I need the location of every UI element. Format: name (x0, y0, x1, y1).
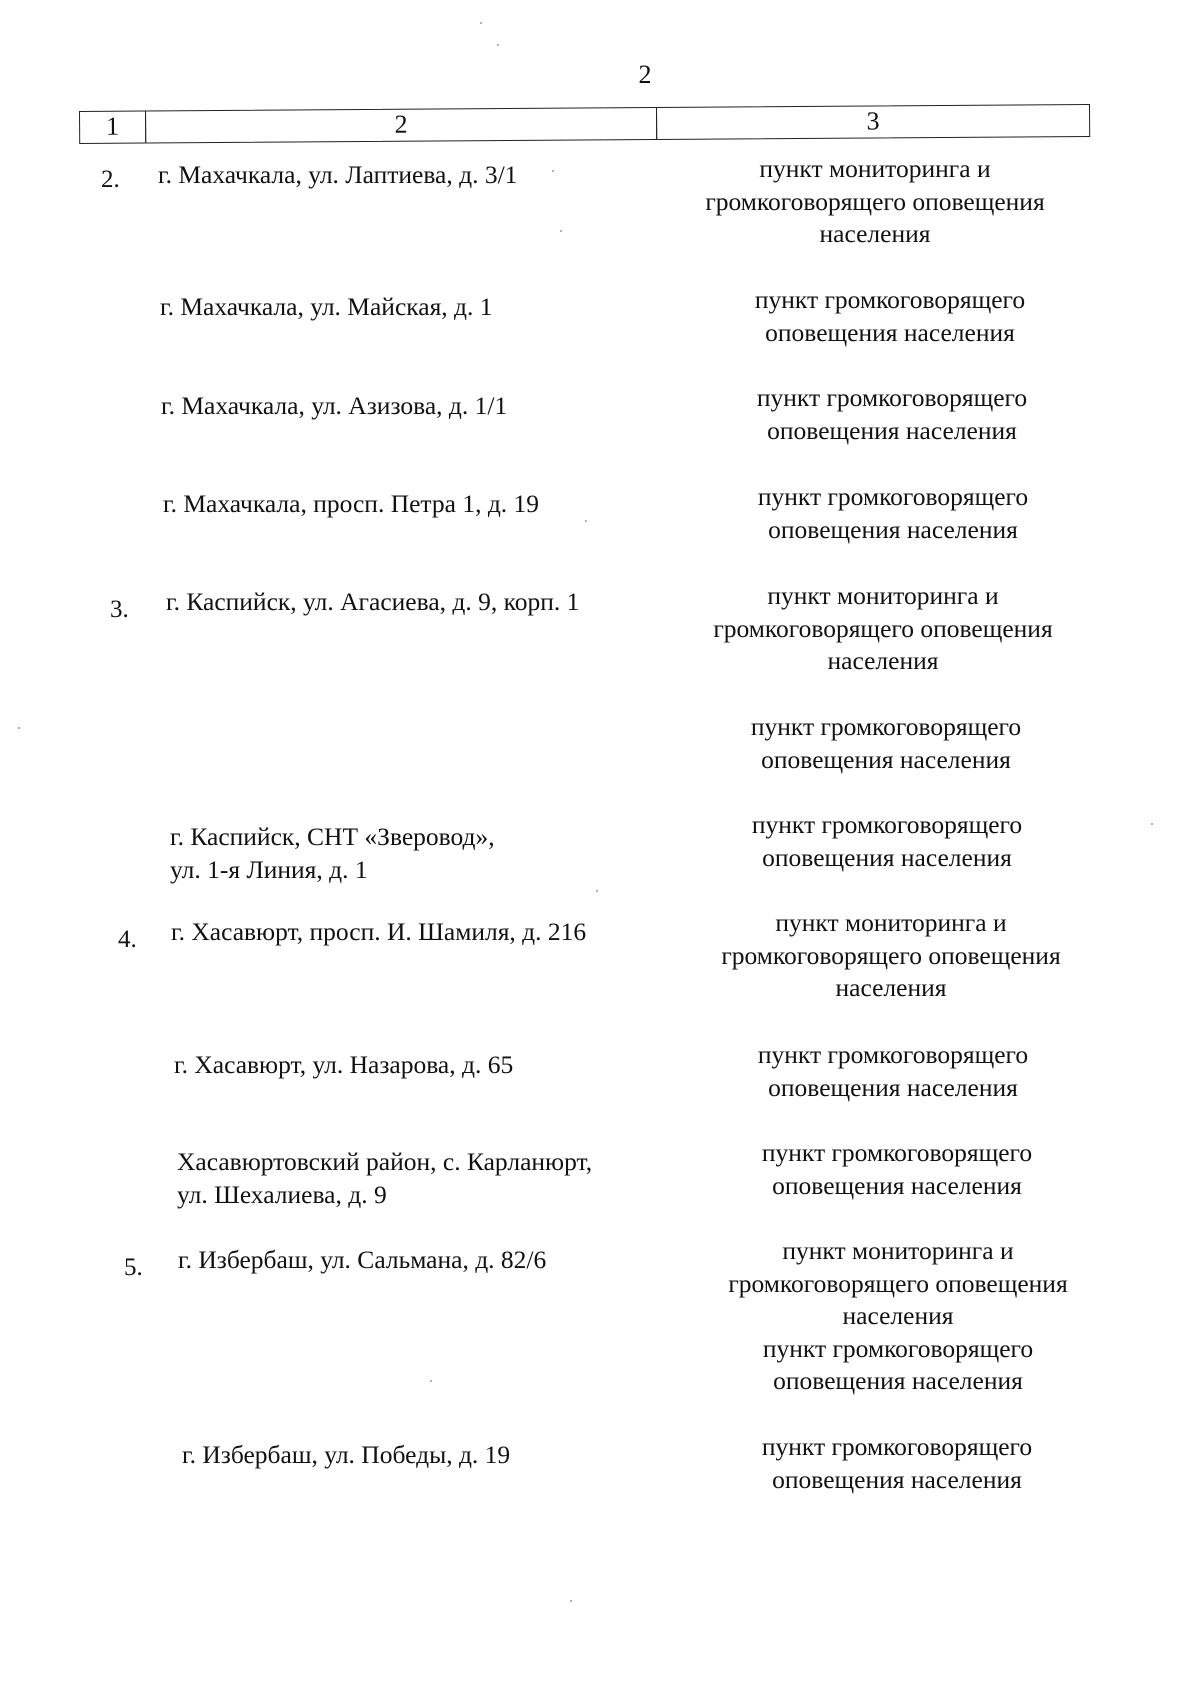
address-line: ул. Шехалиева, д. 9 (177, 1180, 387, 1209)
page-number: 2 (638, 60, 652, 89)
row-purpose (677, 809, 1097, 874)
purpose-line: оповещения населения (773, 1366, 1023, 1395)
purpose-line: пункт громкоговорящего (761, 1432, 1033, 1461)
address-line: г. Избербаш, ул. Победы, д. 19 (182, 1440, 511, 1469)
purpose-line: пункт громкоговорящего (761, 1138, 1033, 1167)
purpose-line: населения (819, 219, 931, 248)
address-line: г. Избербаш, ул. Сальмана, д. 82/6 (178, 1245, 547, 1274)
table-header-row (79, 104, 1090, 144)
row-number: 3. (110, 596, 129, 623)
purpose-line: пункт громкоговорящего (762, 1333, 1034, 1363)
row-purpose (681, 907, 1101, 1005)
purpose-line: населения (842, 1301, 954, 1330)
row-address (171, 915, 586, 948)
purpose-line: оповещения населения (768, 1072, 1018, 1102)
row-purpose (682, 382, 1102, 447)
purpose-line: оповещения населения (772, 1464, 1022, 1494)
table-header-col-1: 1 (79, 111, 146, 144)
row-purpose (688, 1235, 1108, 1398)
address-line: г. Хасавюрт, просп. И. Шамиля, д. 216 (171, 917, 587, 946)
purpose-line: оповещения населения (772, 1170, 1022, 1200)
row-address (177, 1145, 592, 1211)
row-address (161, 389, 507, 422)
row-purpose (673, 580, 1093, 678)
row-purpose (687, 1137, 1107, 1202)
row-purpose (665, 153, 1085, 251)
row-address (158, 158, 517, 191)
purpose-line: населения (835, 973, 947, 1002)
purpose-line: пункт мониторинга и (767, 581, 999, 610)
purpose-line: оповещения населения (761, 744, 1011, 774)
row-address (170, 820, 495, 886)
purpose-line: пункт громкоговорящего (751, 810, 1023, 839)
row-address (182, 1438, 510, 1471)
address-line: Хасавюртовский район, с. Карланюрт, (177, 1147, 593, 1176)
purpose-line: пункт громкоговорящего (754, 285, 1026, 314)
row-purpose (680, 284, 1100, 349)
purpose-line: громкоговорящего оповещения (721, 940, 1061, 970)
row-address (178, 1243, 546, 1276)
address-line: г. Махачкала, ул. Майская, д. 1 (160, 292, 493, 321)
row-purpose (687, 1431, 1107, 1496)
table-header-col-3: 3 (656, 104, 1090, 140)
row-address (174, 1048, 513, 1081)
purpose-line: оповещения населения (767, 415, 1017, 445)
row-purpose (683, 1039, 1103, 1104)
purpose-line: пункт мониторинга и (775, 908, 1007, 937)
purpose-line: пункт мониторинга и (759, 154, 991, 183)
row-address (163, 487, 539, 520)
row-purpose (676, 711, 1096, 776)
purpose-line: населения (827, 646, 939, 675)
row-number: 2. (101, 166, 120, 193)
row-address (160, 290, 493, 323)
address-line: г. Махачкала, ул. Азизова, д. 1/1 (161, 391, 508, 420)
purpose-line: пункт громкоговорящего (757, 482, 1029, 511)
table-header-col-2: 2 (145, 107, 657, 144)
address-line: г. Махачкала, ул. Лаптиева, д. 3/1 (158, 160, 518, 189)
purpose-line: пункт громкоговорящего (757, 1040, 1029, 1069)
purpose-line: оповещения населения (765, 317, 1015, 347)
address-line: г. Каспийск, ул. Агасиева, д. 9, корп. 1 (166, 587, 580, 616)
purpose-line: громкоговорящего оповещения (705, 186, 1045, 216)
purpose-line: пункт громкоговорящего (756, 383, 1028, 412)
row-purpose (683, 481, 1103, 546)
row-number: 4. (118, 926, 137, 953)
purpose-line: оповещения населения (768, 514, 1018, 544)
row-number: 5. (124, 1254, 143, 1281)
purpose-line: громкоговорящего оповещения (728, 1268, 1068, 1298)
purpose-line: пункт громкоговорящего (750, 712, 1022, 741)
purpose-line: громкоговорящего оповещения (713, 613, 1053, 643)
purpose-line: пункт мониторинга и (782, 1236, 1014, 1265)
address-line: г. Хасавюрт, ул. Назарова, д. 65 (174, 1050, 514, 1079)
row-address (166, 585, 579, 618)
address-line: г. Каспийск, СНТ «Зверовод», (170, 822, 495, 851)
purpose-line: оповещения населения (762, 842, 1012, 872)
address-line: ул. 1-я Линия, д. 1 (170, 855, 368, 884)
address-line: г. Махачкала, просп. Петра 1, д. 19 (163, 489, 540, 518)
